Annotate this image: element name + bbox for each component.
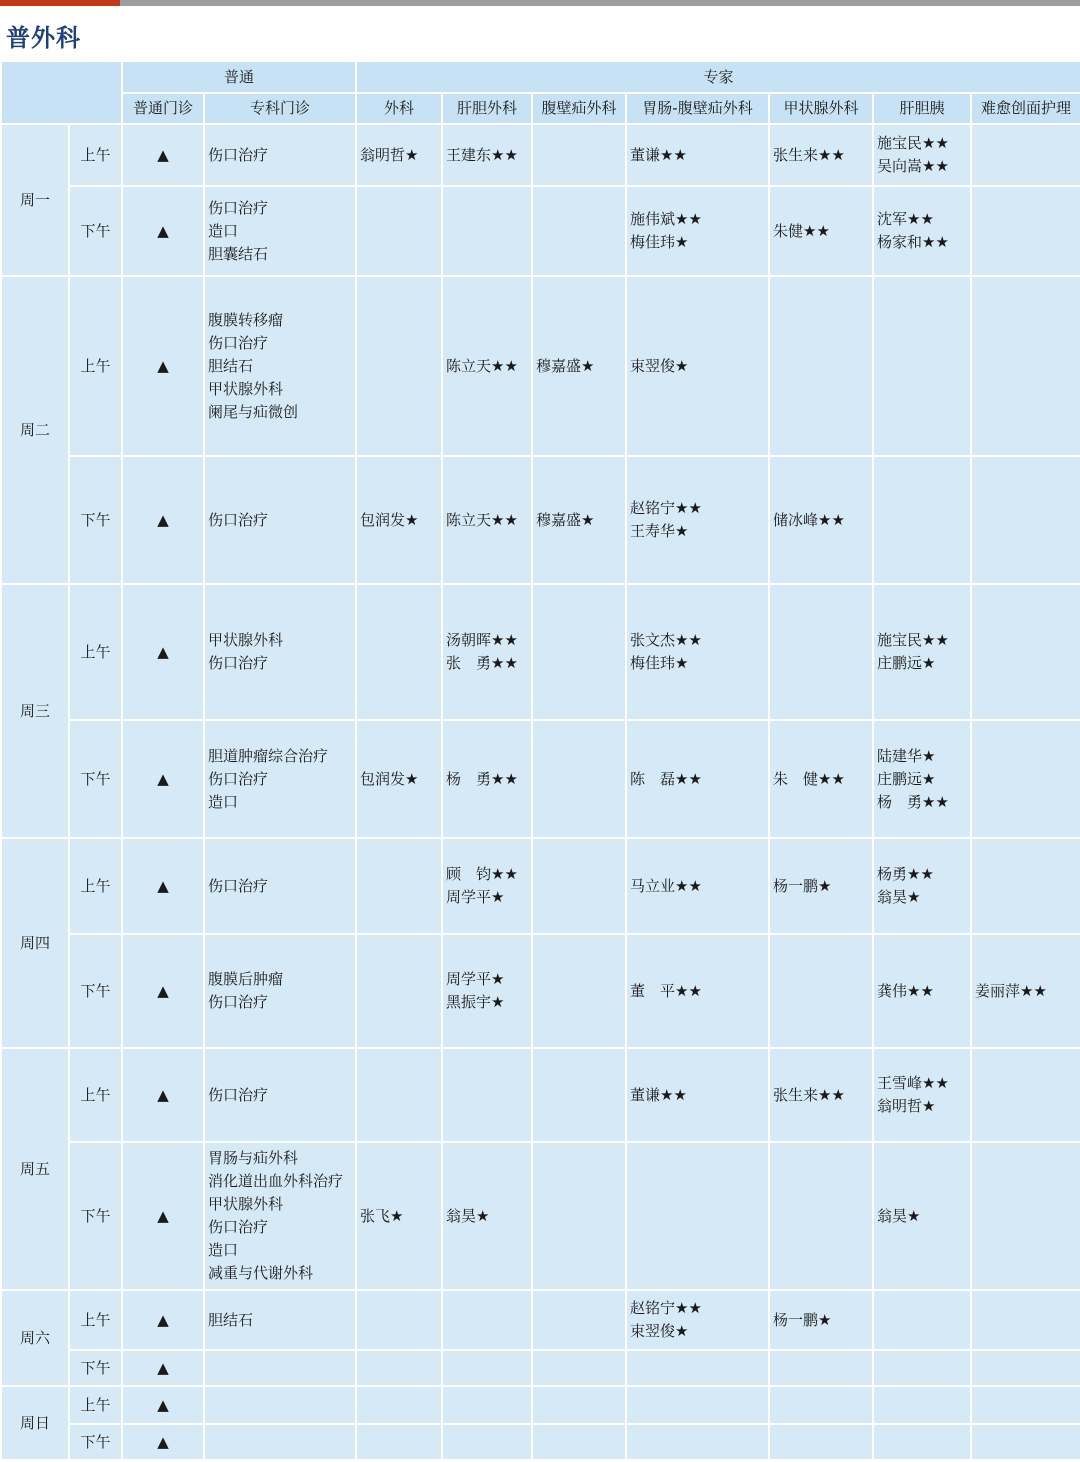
cell-text: 消化道出血外科治疗 bbox=[208, 1172, 344, 1190]
cell-gandanyi bbox=[873, 934, 971, 1048]
cell-zhuanke bbox=[204, 838, 356, 934]
header-group-putong: 普通 bbox=[122, 61, 356, 93]
cell-text: 梅佳玮★ bbox=[630, 654, 689, 672]
cell-text: 腹膜后肿瘤 bbox=[208, 970, 284, 988]
cell-jiazhuang bbox=[769, 838, 873, 934]
period-cell: 下午 bbox=[69, 934, 122, 1048]
period-cell: 上午 bbox=[69, 124, 122, 186]
period-cell: 下午 bbox=[69, 720, 122, 838]
table-row bbox=[1, 1350, 1080, 1386]
cell-text: 马立业★★ bbox=[630, 876, 702, 895]
cell-gandan bbox=[442, 838, 532, 934]
period-cell: 上午 bbox=[69, 1290, 122, 1350]
table-row bbox=[1, 720, 1080, 838]
schedule-table bbox=[0, 60, 1080, 1461]
day-cell: 周一 bbox=[1, 124, 69, 276]
cell-text: 周学平★ bbox=[446, 970, 505, 988]
cell-nanyu bbox=[971, 934, 1080, 1048]
cell-waike bbox=[356, 720, 442, 838]
cell-text: 陈立天★★ bbox=[446, 356, 518, 375]
cell-text: 吴向嵩★★ bbox=[877, 157, 949, 175]
cell-fubi bbox=[532, 1424, 626, 1460]
table-row bbox=[1, 1142, 1080, 1290]
period-cell: 上午 bbox=[69, 584, 122, 720]
cell-nanyu bbox=[971, 838, 1080, 934]
cell-text: 陆建华★ bbox=[877, 746, 936, 765]
cell-text: 王寿华★ bbox=[630, 522, 689, 540]
triangle-marker: ▲ bbox=[122, 186, 204, 276]
cell-text: 陈立天★★ bbox=[446, 510, 518, 529]
cell-jiazhuang bbox=[769, 1290, 873, 1350]
cell-text: 穆嘉盛★ bbox=[536, 356, 595, 375]
cell-zhuanke bbox=[204, 720, 356, 838]
cell-text: 施宝民★★ bbox=[877, 134, 949, 152]
cell-text: 张 勇★★ bbox=[446, 654, 518, 672]
triangle-marker: ▲ bbox=[122, 934, 204, 1048]
cell-gandan bbox=[442, 1290, 532, 1350]
cell-text: 伤口治疗 bbox=[208, 1218, 269, 1236]
table-row bbox=[1, 934, 1080, 1048]
cell-fubi bbox=[532, 584, 626, 720]
cell-fubi bbox=[532, 1350, 626, 1386]
cell-gandanyi bbox=[873, 1350, 971, 1386]
table-row bbox=[1, 1048, 1080, 1142]
cell-gandanyi bbox=[873, 1142, 971, 1290]
cell-jiazhuang bbox=[769, 584, 873, 720]
cell-text: 龚伟★★ bbox=[877, 981, 934, 1000]
day-cell: 周四 bbox=[1, 838, 69, 1048]
cell-weichang bbox=[626, 1386, 769, 1424]
header-corner bbox=[1, 61, 122, 124]
cell-zhuanke bbox=[204, 1350, 356, 1386]
cell-jiazhuang bbox=[769, 1142, 873, 1290]
page-title: 普外科 bbox=[6, 24, 81, 52]
cell-jiazhuang bbox=[769, 1048, 873, 1142]
cell-gandan bbox=[442, 934, 532, 1048]
top-accent-bar bbox=[0, 0, 120, 6]
header-col-nanyu: 难愈创面护理 bbox=[971, 93, 1080, 124]
cell-fubi bbox=[532, 186, 626, 276]
cell-text: 梅佳玮★ bbox=[630, 233, 689, 251]
cell-weichang bbox=[626, 934, 769, 1048]
period-cell: 上午 bbox=[69, 1048, 122, 1142]
cell-gandan bbox=[442, 1048, 532, 1142]
day-cell: 周二 bbox=[1, 276, 69, 584]
cell-jiazhuang bbox=[769, 934, 873, 1048]
day-cell: 周三 bbox=[1, 584, 69, 838]
cell-weichang bbox=[626, 1290, 769, 1350]
cell-text: 伤口治疗 bbox=[208, 993, 269, 1011]
cell-text: 甲状腺外科 bbox=[208, 1195, 284, 1213]
cell-text: 束翌俊★ bbox=[630, 356, 689, 375]
cell-text: 张文杰★★ bbox=[630, 631, 702, 649]
triangle-marker: ▲ bbox=[122, 1142, 204, 1290]
cell-text: 施宝民★★ bbox=[877, 631, 949, 649]
cell-gandan bbox=[442, 1386, 532, 1424]
schedule-body bbox=[1, 124, 1080, 1460]
cell-waike bbox=[356, 276, 442, 456]
triangle-marker: ▲ bbox=[122, 1290, 204, 1350]
cell-zhuanke bbox=[204, 1048, 356, 1142]
cell-text: 杨一鹏★ bbox=[773, 876, 832, 895]
cell-gandan bbox=[442, 720, 532, 838]
cell-nanyu bbox=[971, 1350, 1080, 1386]
cell-text: 伤口治疗 bbox=[208, 333, 269, 352]
cell-gandan bbox=[442, 1424, 532, 1460]
cell-waike bbox=[356, 584, 442, 720]
cell-fubi bbox=[532, 456, 626, 584]
cell-text: 杨家和★★ bbox=[877, 233, 949, 251]
period-cell: 上午 bbox=[69, 838, 122, 934]
cell-text: 杨 勇★★ bbox=[877, 792, 949, 811]
cell-weichang bbox=[626, 1142, 769, 1290]
table-row bbox=[1, 276, 1080, 456]
cell-nanyu bbox=[971, 276, 1080, 456]
cell-nanyu bbox=[971, 1048, 1080, 1142]
header-col-waike: 外科 bbox=[356, 93, 442, 124]
cell-text: 储冰峰★★ bbox=[773, 510, 845, 529]
header-group-zhuanjia: 专家 bbox=[356, 61, 1080, 93]
cell-zhuanke bbox=[204, 124, 356, 186]
header-col-gandan: 肝胆外科 bbox=[442, 93, 532, 124]
cell-waike bbox=[356, 1142, 442, 1290]
cell-zhuanke bbox=[204, 456, 356, 584]
cell-text: 施伟斌★★ bbox=[630, 210, 702, 228]
header-col-putong: 普通门诊 bbox=[122, 93, 204, 124]
cell-text: 胆结石 bbox=[208, 1310, 254, 1329]
cell-zhuanke bbox=[204, 1424, 356, 1460]
cell-text: 胆囊结石 bbox=[208, 244, 269, 263]
cell-gandanyi bbox=[873, 584, 971, 720]
cell-fubi bbox=[532, 1048, 626, 1142]
cell-text: 包润发★ bbox=[360, 510, 419, 529]
cell-text: 王雪峰★★ bbox=[877, 1074, 949, 1092]
cell-nanyu bbox=[971, 456, 1080, 584]
cell-text: 翁明哲★ bbox=[360, 145, 419, 164]
cell-gandanyi bbox=[873, 720, 971, 838]
cell-weichang bbox=[626, 456, 769, 584]
cell-text: 庄鹏远★ bbox=[877, 769, 936, 788]
cell-text: 黑振宇★ bbox=[446, 993, 505, 1011]
day-cell: 周五 bbox=[1, 1048, 69, 1290]
cell-text: 董 平★★ bbox=[630, 981, 702, 1000]
cell-gandanyi bbox=[873, 456, 971, 584]
cell-weichang bbox=[626, 186, 769, 276]
cell-weichang bbox=[626, 124, 769, 186]
cell-zhuanke bbox=[204, 1386, 356, 1424]
cell-zhuanke bbox=[204, 276, 356, 456]
cell-text: 伤口治疗 bbox=[208, 198, 269, 217]
cell-text: 庄鹏远★ bbox=[877, 654, 936, 672]
cell-fubi bbox=[532, 1290, 626, 1350]
cell-fubi bbox=[532, 276, 626, 456]
cell-fubi bbox=[532, 1142, 626, 1290]
cell-gandan bbox=[442, 456, 532, 584]
cell-gandanyi bbox=[873, 1386, 971, 1424]
cell-nanyu bbox=[971, 1290, 1080, 1350]
cell-gandan bbox=[442, 186, 532, 276]
cell-text: 胆结石 bbox=[208, 356, 254, 375]
cell-text: 翁明哲★ bbox=[877, 1097, 936, 1115]
table-row bbox=[1, 1424, 1080, 1460]
cell-text: 张飞★ bbox=[360, 1206, 404, 1225]
triangle-marker: ▲ bbox=[122, 124, 204, 186]
period-cell: 下午 bbox=[69, 1424, 122, 1460]
cell-text: 姜丽萍★★ bbox=[975, 981, 1047, 1000]
cell-nanyu bbox=[971, 584, 1080, 720]
cell-text: 杨勇★★ bbox=[877, 865, 934, 883]
table-row bbox=[1, 1386, 1080, 1424]
cell-text: 汤朝晖★★ bbox=[446, 631, 518, 649]
cell-waike bbox=[356, 1386, 442, 1424]
header-col-gandanyi: 肝胆胰 bbox=[873, 93, 971, 124]
period-cell: 下午 bbox=[69, 456, 122, 584]
cell-zhuanke bbox=[204, 186, 356, 276]
cell-gandan bbox=[442, 1142, 532, 1290]
cell-fubi bbox=[532, 838, 626, 934]
cell-weichang bbox=[626, 838, 769, 934]
cell-text: 伤口治疗 bbox=[208, 145, 269, 164]
cell-text: 阑尾与疝微创 bbox=[208, 402, 299, 421]
cell-gandanyi bbox=[873, 1290, 971, 1350]
cell-jiazhuang bbox=[769, 720, 873, 838]
cell-text: 王建东★★ bbox=[446, 145, 518, 164]
cell-jiazhuang bbox=[769, 1386, 873, 1424]
cell-nanyu bbox=[971, 124, 1080, 186]
cell-fubi bbox=[532, 1386, 626, 1424]
cell-waike bbox=[356, 934, 442, 1048]
cell-text: 伤口治疗 bbox=[208, 1085, 269, 1104]
period-cell: 下午 bbox=[69, 1142, 122, 1290]
cell-text: 胆道肿瘤综合治疗 bbox=[208, 746, 329, 765]
cell-text: 伤口治疗 bbox=[208, 876, 269, 895]
cell-jiazhuang bbox=[769, 1424, 873, 1460]
cell-waike bbox=[356, 1424, 442, 1460]
cell-gandan bbox=[442, 584, 532, 720]
cell-text: 顾 钧★★ bbox=[446, 865, 518, 883]
cell-gandanyi bbox=[873, 276, 971, 456]
cell-gandanyi bbox=[873, 1048, 971, 1142]
cell-jiazhuang bbox=[769, 186, 873, 276]
cell-text: 杨 勇★★ bbox=[446, 769, 518, 788]
cell-fubi bbox=[532, 934, 626, 1048]
period-cell: 上午 bbox=[69, 1386, 122, 1424]
cell-text: 造口 bbox=[208, 221, 239, 240]
cell-waike bbox=[356, 456, 442, 584]
period-cell: 上午 bbox=[69, 276, 122, 456]
cell-text: 造口 bbox=[208, 792, 239, 811]
cell-zhuanke bbox=[204, 1142, 356, 1290]
cell-text: 甲状腺外科 bbox=[208, 631, 284, 649]
cell-nanyu bbox=[971, 720, 1080, 838]
table-row bbox=[1, 456, 1080, 584]
cell-weichang bbox=[626, 1424, 769, 1460]
cell-text: 束翌俊★ bbox=[630, 1322, 689, 1340]
cell-waike bbox=[356, 1350, 442, 1386]
cell-jiazhuang bbox=[769, 276, 873, 456]
cell-zhuanke bbox=[204, 1290, 356, 1350]
cell-waike bbox=[356, 186, 442, 276]
cell-zhuanke bbox=[204, 584, 356, 720]
cell-gandanyi bbox=[873, 186, 971, 276]
triangle-marker: ▲ bbox=[122, 276, 204, 456]
cell-text: 周学平★ bbox=[446, 888, 505, 906]
table-row bbox=[1, 584, 1080, 720]
cell-text: 伤口治疗 bbox=[208, 769, 269, 788]
cell-text: 胃肠与疝外科 bbox=[208, 1149, 299, 1167]
header-col-zhuanke: 专科门诊 bbox=[204, 93, 356, 124]
cell-text: 董谦★★ bbox=[630, 145, 687, 164]
cell-waike bbox=[356, 1290, 442, 1350]
cell-text: 陈 磊★★ bbox=[630, 769, 702, 788]
period-cell: 下午 bbox=[69, 1350, 122, 1386]
cell-gandan bbox=[442, 276, 532, 456]
cell-waike bbox=[356, 838, 442, 934]
day-cell: 周日 bbox=[1, 1386, 69, 1460]
cell-text: 张生来★★ bbox=[773, 1085, 845, 1104]
cell-nanyu bbox=[971, 1386, 1080, 1424]
cell-text: 杨一鹏★ bbox=[773, 1310, 832, 1329]
triangle-marker: ▲ bbox=[122, 720, 204, 838]
period-cell: 下午 bbox=[69, 186, 122, 276]
cell-text: 减重与代谢外科 bbox=[208, 1264, 314, 1282]
cell-nanyu bbox=[971, 186, 1080, 276]
triangle-marker: ▲ bbox=[122, 1386, 204, 1424]
table-row bbox=[1, 1290, 1080, 1350]
cell-text: 伤口治疗 bbox=[208, 510, 269, 529]
cell-fubi bbox=[532, 720, 626, 838]
triangle-marker: ▲ bbox=[122, 456, 204, 584]
cell-nanyu bbox=[971, 1424, 1080, 1460]
cell-gandanyi bbox=[873, 838, 971, 934]
cell-fubi bbox=[532, 124, 626, 186]
header-col-jiazhuang: 甲状腺外科 bbox=[769, 93, 873, 124]
day-cell: 周六 bbox=[1, 1290, 69, 1386]
cell-text: 朱健★★ bbox=[773, 221, 830, 240]
cell-text: 腹膜转移瘤 bbox=[208, 310, 284, 329]
top-divider-bar bbox=[0, 0, 1080, 6]
cell-text: 董谦★★ bbox=[630, 1085, 687, 1104]
cell-weichang bbox=[626, 720, 769, 838]
triangle-marker: ▲ bbox=[122, 1048, 204, 1142]
table-row bbox=[1, 838, 1080, 934]
cell-text: 甲状腺外科 bbox=[208, 379, 284, 398]
cell-weichang bbox=[626, 584, 769, 720]
cell-text: 翁昊★ bbox=[877, 888, 921, 906]
cell-waike bbox=[356, 124, 442, 186]
header-col-fubi: 腹壁疝外科 bbox=[532, 93, 626, 124]
cell-gandan bbox=[442, 1350, 532, 1386]
triangle-marker: ▲ bbox=[122, 584, 204, 720]
cell-weichang bbox=[626, 1350, 769, 1386]
cell-text: 伤口治疗 bbox=[208, 654, 269, 672]
triangle-marker: ▲ bbox=[122, 1350, 204, 1386]
cell-gandanyi bbox=[873, 124, 971, 186]
cell-text: 穆嘉盛★ bbox=[536, 510, 595, 529]
cell-text: 张生来★★ bbox=[773, 145, 845, 164]
cell-waike bbox=[356, 1048, 442, 1142]
cell-zhuanke bbox=[204, 934, 356, 1048]
cell-jiazhuang bbox=[769, 456, 873, 584]
cell-nanyu bbox=[971, 1142, 1080, 1290]
cell-text: 造口 bbox=[208, 1241, 239, 1259]
cell-text: 翁昊★ bbox=[877, 1206, 921, 1225]
triangle-marker: ▲ bbox=[122, 1424, 204, 1460]
table-row bbox=[1, 186, 1080, 276]
cell-gandanyi bbox=[873, 1424, 971, 1460]
header-col-weichang: 胃肠-腹壁疝外科 bbox=[626, 93, 769, 124]
cell-text: 沈军★★ bbox=[877, 210, 934, 228]
cell-text: 翁昊★ bbox=[446, 1206, 490, 1225]
cell-gandan bbox=[442, 124, 532, 186]
cell-weichang bbox=[626, 276, 769, 456]
cell-weichang bbox=[626, 1048, 769, 1142]
cell-text: 赵铭宁★★ bbox=[630, 1299, 702, 1317]
cell-jiazhuang bbox=[769, 124, 873, 186]
cell-jiazhuang bbox=[769, 1350, 873, 1386]
table-row bbox=[1, 124, 1080, 186]
triangle-marker: ▲ bbox=[122, 838, 204, 934]
cell-text: 朱 健★★ bbox=[773, 769, 845, 788]
cell-text: 赵铭宁★★ bbox=[630, 499, 702, 517]
cell-text: 包润发★ bbox=[360, 769, 419, 788]
